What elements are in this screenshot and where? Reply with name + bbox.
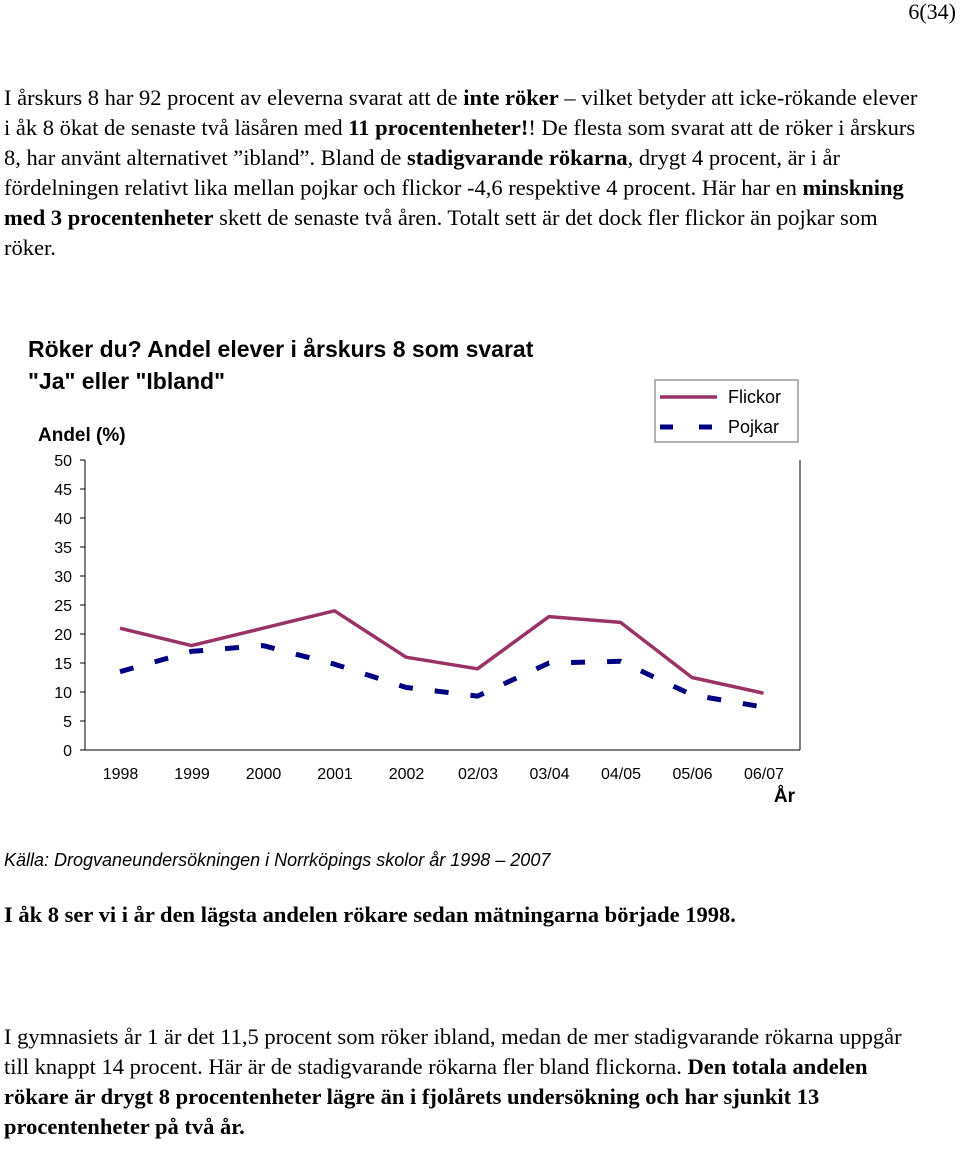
text-run: skett de senaste två åren. Totalt sett är det dock fler flickor än pojkar som röker. xyxy=(4,205,878,260)
y-tick-label: 40 xyxy=(54,511,72,528)
y-tick-label: 45 xyxy=(54,482,72,499)
y-axis-label: Andel (%) xyxy=(38,425,126,446)
text-run: I gymnasiets år 1 är det 11,5 procent som röker ibland, medan de mer stadigvarande rökarna uppgår till knappt 14 procent. Här är de stadigvarande rökarna fler bland flickorna. xyxy=(4,1024,902,1079)
text-run: minskning med 3 procentenheter xyxy=(4,175,904,230)
text-run: – vilket betyder att icke-rökande elever i åk 8 ökat de senaste två läsåren med xyxy=(4,85,918,140)
y-tick-label: 10 xyxy=(54,685,72,702)
x-tick-label: 1999 xyxy=(174,766,210,783)
intro-paragraph xyxy=(4,83,924,263)
y-tick-label: 15 xyxy=(54,656,72,673)
y-tick-label: 25 xyxy=(54,598,72,615)
x-axis-label: År xyxy=(773,786,795,807)
chart-title-line2: "Ja" eller "Ibland" xyxy=(28,368,226,394)
text-run: 11 procentenheter! xyxy=(348,115,529,140)
legend-label-pojkar: Pojkar xyxy=(728,417,780,437)
x-tick-label: 05/06 xyxy=(672,766,713,783)
legend-label-flickor: Flickor xyxy=(728,387,781,407)
smoking-line-chart xyxy=(0,370,960,810)
summary-paragraph: I åk 8 ser vi i år den lägsta andelen rökare sedan mätningarna började 1998. xyxy=(4,902,736,927)
x-tick-label: 02/03 xyxy=(457,766,499,783)
page-number: 6(34) xyxy=(908,0,956,24)
series-line-flickor xyxy=(120,611,764,693)
x-tick-label: 2002 xyxy=(388,766,425,783)
y-tick-label: 5 xyxy=(63,714,72,731)
y-tick-label: 50 xyxy=(54,453,72,470)
x-tick-label: 04/05 xyxy=(600,766,642,783)
text-run: I årskurs 8 har 92 procent av eleverna svarat att de xyxy=(4,85,464,110)
text-run: ! De flesta som svarat att de röker i årskurs 8, har använt alternativet ”ibland”. Bland de xyxy=(4,115,916,170)
series-line-pojkar xyxy=(120,646,764,708)
x-tick-label: 2000 xyxy=(245,766,282,783)
y-tick-label: 35 xyxy=(54,540,72,557)
text-run: , drygt 4 procent, är i år fördelningen relativt lika mellan pojkar och flickor -4,6 respektive 4 procent. Här har en xyxy=(4,145,841,200)
source-caption: Källa: Drogvaneundersökningen i Norrköpings skolor år 1998 – 2007 xyxy=(4,850,551,870)
y-tick-label: 20 xyxy=(54,627,72,644)
text-run: Den totala andelen rökare är drygt 8 procentenheter lägre än i fjolårets undersökning och har sjunkit 13 procentenheter på två år. xyxy=(4,1054,868,1139)
x-tick-label: 03/04 xyxy=(529,766,570,783)
y-tick-label: 0 xyxy=(63,743,72,760)
chart-title-line1: Röker du? Andel elever i årskurs 8 som svarat xyxy=(28,336,534,362)
x-tick-label: 1998 xyxy=(102,766,139,783)
text-run: inte röker xyxy=(463,85,559,110)
x-tick-label: 2001 xyxy=(317,766,353,783)
y-tick-label: 30 xyxy=(54,569,72,586)
gymnasium-paragraph xyxy=(4,1022,924,1142)
x-tick-label: 06/07 xyxy=(743,766,785,783)
text-run: stadigvarande rökarna xyxy=(406,145,628,170)
